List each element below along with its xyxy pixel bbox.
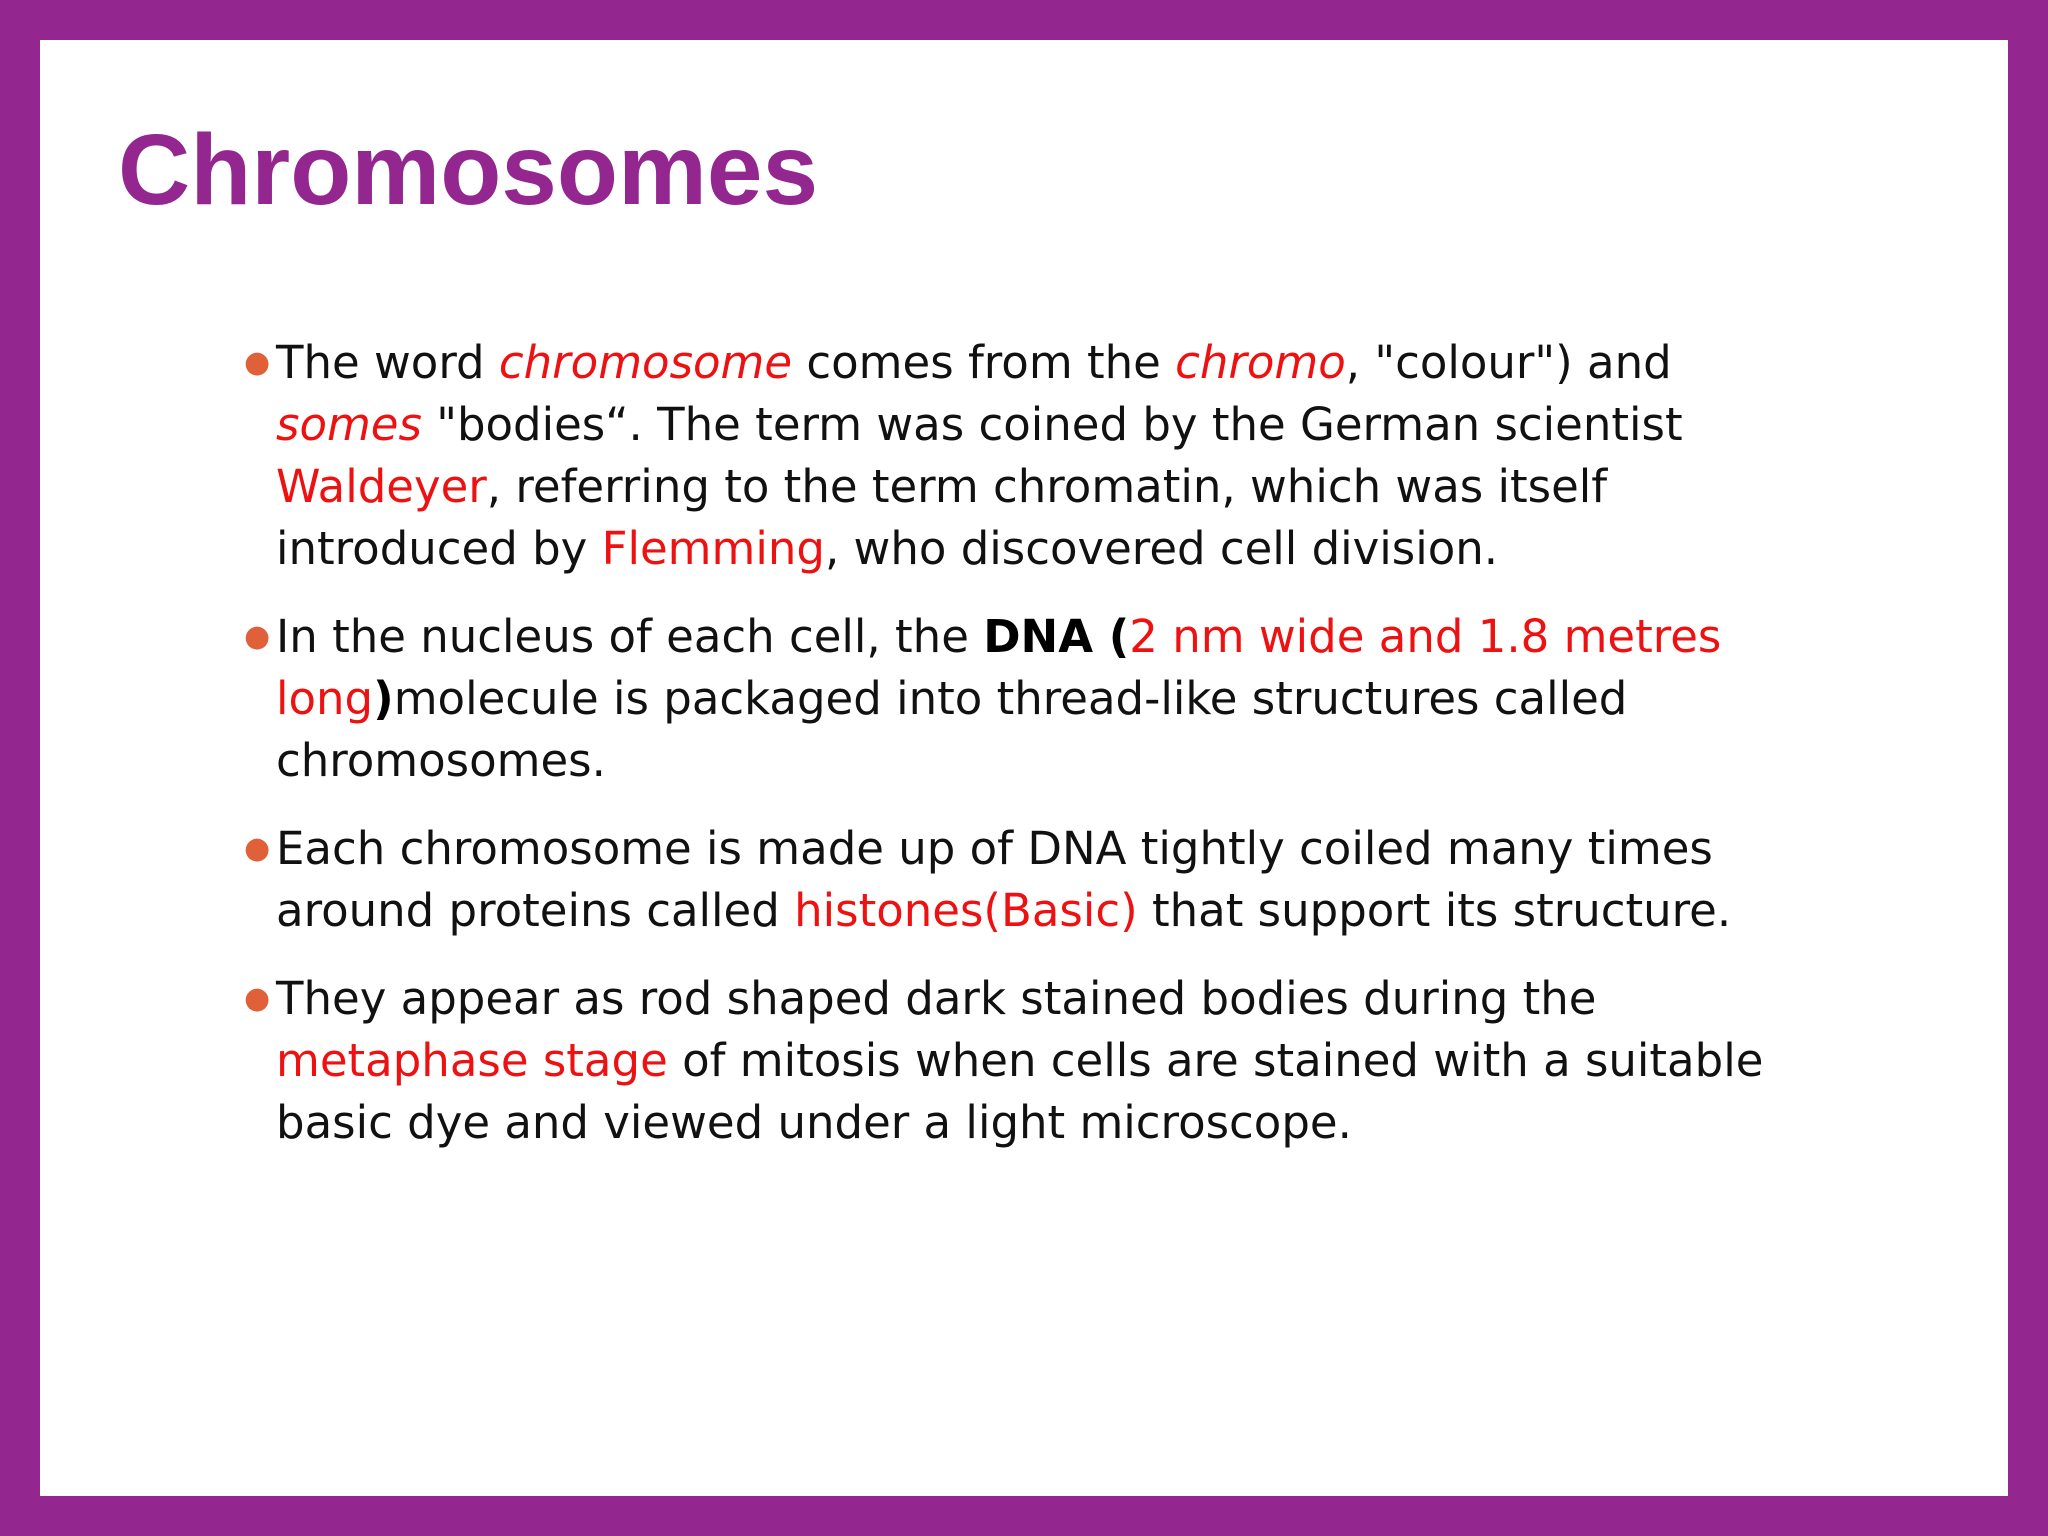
bullet-item-histones [204, 818, 1824, 942]
bullet-dot-icon: ● [244, 345, 271, 380]
term-chromo: chromo [1175, 336, 1346, 389]
text-segment: The word [276, 336, 499, 389]
bullet-dot-icon: ● [244, 831, 271, 866]
text-segment: , "colour") and [1345, 336, 1672, 389]
text-segment: In the nucleus of each cell, the [276, 610, 984, 663]
name-waldeyer: Waldeyer [276, 460, 487, 513]
slide-title: Chromosomes [118, 114, 819, 226]
bullet-item-metaphase [204, 968, 1824, 1154]
bullet-dot-icon: ● [244, 619, 271, 654]
text-segment: of mitosis when cells are stained with a suitable basic dye and viewed under a light microscope. [276, 1034, 1764, 1149]
bullet-list [204, 332, 1824, 1180]
text-segment: , who discovered cell division. [824, 522, 1499, 575]
text-segment: that support its structure. [1137, 884, 1732, 937]
name-flemming: Flemming [601, 522, 825, 575]
text-segment: They appear as rod shaped dark stained bodies during the [276, 972, 1597, 1025]
term-dna: DNA ( [983, 610, 1130, 663]
bullet-dot-icon: ● [244, 981, 271, 1016]
term-metaphase-stage: metaphase stage [276, 1034, 668, 1087]
bullet-item-dna [204, 606, 1824, 792]
bullet-item-etymology [204, 332, 1824, 580]
term-histones: histones(Basic) [794, 884, 1138, 937]
text-segment: , referring to the term chromatin, which was itself introduced by [276, 460, 1608, 575]
text-segment: "bodies“. The term was coined by the German scientist [421, 398, 1683, 451]
text-segment: comes from the [792, 336, 1176, 389]
slide-content [40, 40, 2008, 1496]
dna-dimensions: 2 nm wide and 1.8 metres long [276, 610, 1722, 725]
paren-close: ) [373, 672, 394, 725]
term-chromosome: chromosome [498, 336, 793, 389]
text-segment: molecule is packaged into thread-like structures called chromosomes. [276, 672, 1628, 787]
term-somes: somes [276, 398, 422, 451]
text-segment: Each chromosome is made up of DNA tightly coiled many times around proteins called [276, 822, 1713, 937]
